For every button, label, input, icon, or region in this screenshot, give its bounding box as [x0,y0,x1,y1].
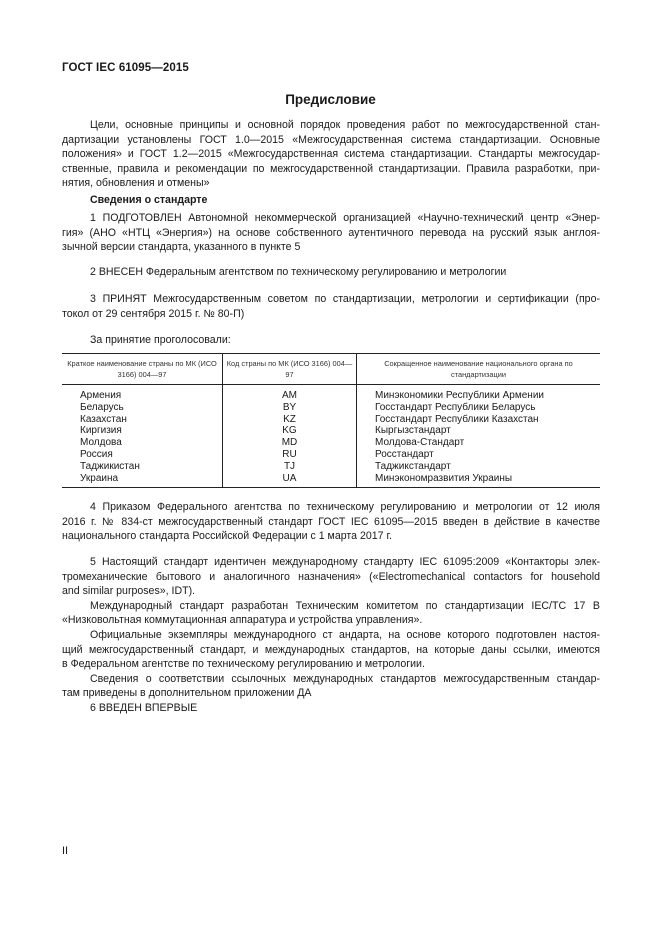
code-cell: MD [223,437,357,449]
document-code-header: ГОСТ IEC 61095—2015 [62,62,189,74]
text-line: щий межгосударственный стандарт, и международных стандартов, на которые даны ссылки, имеются [62,643,600,656]
code-cell: AM [223,385,357,402]
body-cell: Росстандарт [357,449,601,461]
column-header-country: Краткое наименование страны по МК (ИСО 3166) 004—97 [62,354,223,385]
country-cell: Киргизия [80,425,122,437]
code-cell: UA [223,473,357,488]
page-number: II [62,845,69,857]
body-cell: Молдова-Стандарт [357,437,601,449]
body-cell: Таджикстандарт [357,461,601,473]
text-line: Международный стандарт разработан Техническим комитетом по стандартизации IEC/TC 17 В [90,599,600,612]
body-cell: Минэкономразвития Украины [357,473,601,488]
code-cell: KG [223,425,357,437]
table-row [62,425,600,437]
text-line: тромеханические бытового и аналогичного назначения» («Electromechanical contactors for household [62,570,600,583]
table-header-row [62,354,600,385]
text-line: «Низковольтная коммутационная аппаратура и устройства управления». [62,614,423,627]
country-cell: Таджикистан [80,460,140,472]
item-5 [62,555,600,701]
table-row [62,437,600,449]
page-title: Предисловие [285,92,376,107]
text-line: 5 Настоящий стандарт идентичен международному стандарту IEC 61095:2009 «Контакторы элек- [90,556,600,568]
text-line: гия» (АНО «НТЦ «Энергия») на основе собственного аутентичного перевода на русский язык англоя- [62,226,600,239]
text-line: ственные, правила и рекомендации по межгосударственной стандартизации. Правила разработки, при- [62,162,600,175]
code-cell: TJ [223,461,357,473]
text-line: токол от 29 сентября 2015 г. № 80-П) [62,307,245,320]
text-line: and similar purposes», IDT). [62,585,196,598]
text-line: зычной версии стандарта, указанного в пункте 5 [62,241,301,254]
text-line: дартизации установлены ГОСТ 1.0—2015 «Межгосударственная система стандартизации. Основные [62,133,600,146]
text-line: национального стандарта Российской Федерации с 1 марта 2017 г. [62,530,392,543]
table-row [62,473,600,488]
text-line: Сведения о соответствии ссылочных международных стандартов межгосударственным стандар- [90,672,600,685]
intro-paragraph [62,118,600,191]
body-cell: Минэкономики Республики Армении [357,385,601,402]
table-row [62,414,600,426]
text-line: положения» и ГОСТ 1.2—2015 «Межгосударственная система стандартизации. Стандарты межгосудар- [62,148,600,161]
column-header-code: Код страны по МК (ИСО 3166) 004—97 [223,354,357,385]
table-row [62,402,600,414]
section-heading: Сведения о стандарте [90,194,208,206]
country-cell: Россия [80,448,113,460]
body-cell: Госстандарт Республики Казахстан [357,414,601,426]
table-row [62,385,600,402]
text-line: 4 Приказом Федерального агентства по техническому регулированию и метрологии от 12 июля [90,501,600,513]
country-cell: Украина [62,473,223,488]
item-3 [62,292,600,321]
table-row [62,461,600,473]
country-cell: Молдова [80,437,122,449]
text-line: в Федеральном агентстве по техническому регулированию и метрологии. [62,658,425,671]
text-line: нятия, обновления и отмены» [62,177,210,190]
text-line: 2016 г. № 834-ст межгосударственный стандарт ГОСТ IEC 61095—2015 введен в действие в качестве [62,515,600,528]
text-line: Официальные экземпляры международного ст андарта, на основе которого подготовлен настоя- [90,628,600,641]
body-cell: Кыргызстандарт [357,425,601,437]
country-cell: Казахстан [80,413,127,425]
text-line: 1 ПОДГОТОВЛЕН Автономной некоммерческой организацией «Научно-технический центр «Энер- [90,212,600,224]
country-cell: Армения [80,390,122,401]
voting-table [62,353,600,488]
code-cell: BY [223,402,357,414]
code-cell: RU [223,449,357,461]
text-line: Цели, основные принципы и основной порядок проведения работ по межгосударственной стан- [90,119,600,131]
body-cell: Госстандарт Республики Беларусь [357,402,601,414]
column-header-body: Сокращенное наименование национального органа по стандартизации [357,354,601,385]
item-6: 6 ВВЕДЕН ВПЕРВЫЕ [90,702,198,714]
item-2: 2 ВНЕСЕН Федеральным агентством по техническому регулированию и метрологии [90,266,507,278]
code-cell: KZ [223,414,357,426]
item-4 [62,500,600,544]
vote-label: За принятие проголосовали: [90,334,231,346]
item-1 [62,211,600,255]
text-line: 3 ПРИНЯТ Межгосударственным советом по стандартизации, метрологии и сертификации (про- [90,293,600,305]
table-row [62,449,600,461]
country-cell: Беларусь [80,401,124,413]
text-line: там приведены в дополнительном приложении ДА [62,687,312,700]
